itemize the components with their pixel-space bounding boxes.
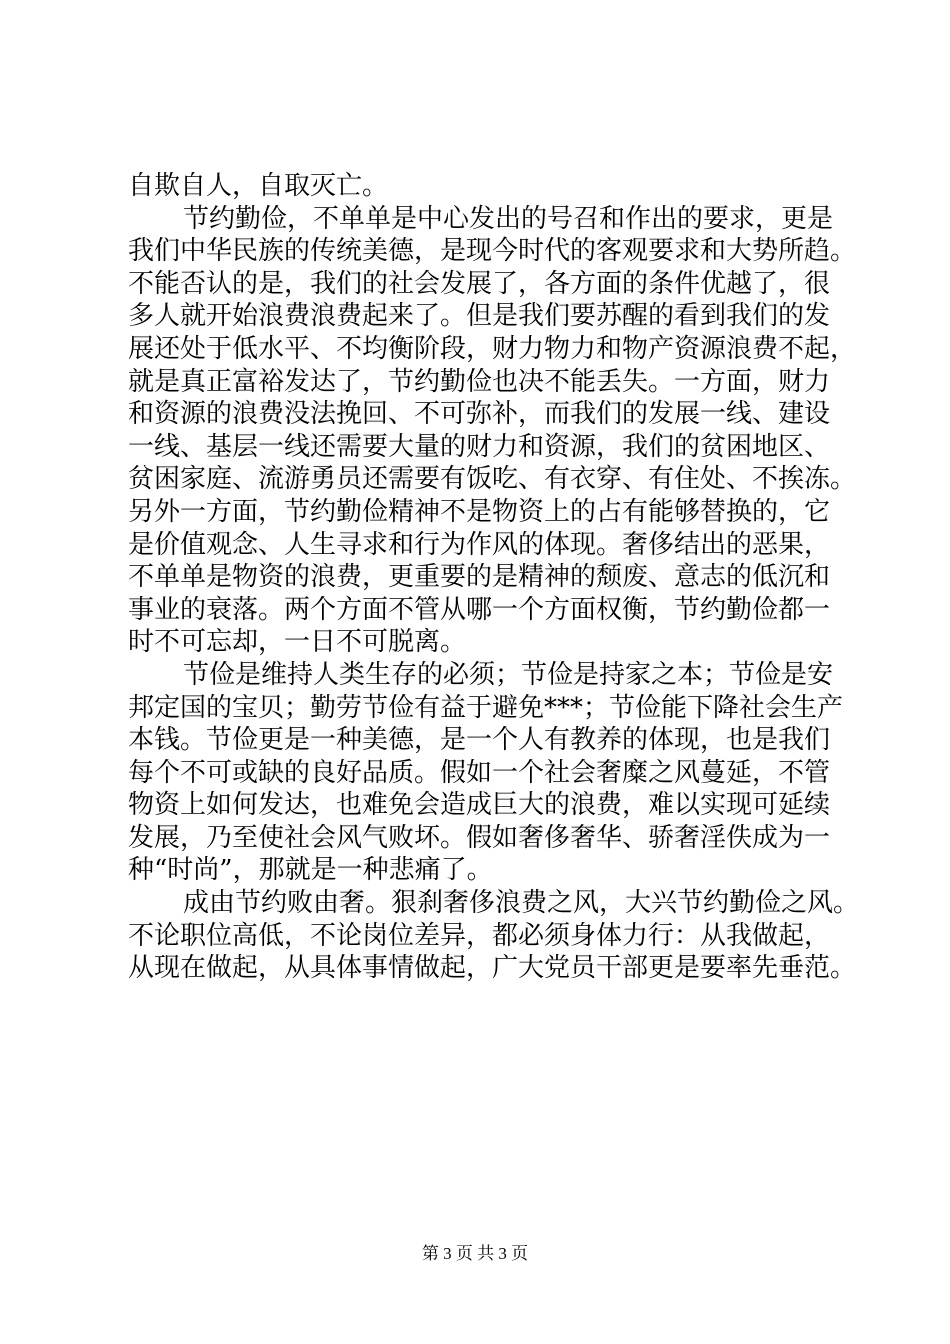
page-footer: 第 3 页 共 3 页 <box>421 1244 529 1263</box>
paragraph-line: 不论职位高低，不论岗位差异，都必须身体力行：从我做起， <box>128 920 831 951</box>
paragraph-line: 贫困家庭、流游勇员还需要有饭吃、有衣穿、有住处、不挨冻。 <box>128 464 857 495</box>
paragraph-line: 时不可忘却，一日不可脱离。 <box>128 627 467 658</box>
paragraph-line: 一线、基层一线还需要大量的财力和资源，我们的贫困地区、 <box>128 431 831 462</box>
paragraph-line: 节俭是维持人类生存的必须；节俭是持家之本；节俭是安 <box>183 659 834 690</box>
paragraph-line: 节约勤俭，不单单是中心发出的号召和作出的要求，更是 <box>183 203 834 234</box>
paragraph-line: 种“时尚”，那就是一种悲痛了。 <box>128 855 493 886</box>
paragraph-line: 自欺自人，自取灭亡。 <box>128 171 389 201</box>
paragraph-line: 物资上如何发达，也难免会造成巨大的浪费，难以实现可延续 <box>128 790 831 821</box>
paragraph-line: 每个不可或缺的良好品质。假如一个社会奢糜之风蔓延，不管 <box>128 757 831 788</box>
document-body <box>128 170 860 985</box>
paragraph-line: 成由节约败由奢。狠刹奢侈浪费之风，大兴节约勤俭之风。 <box>183 888 860 919</box>
paragraph-line: 邦定国的宝贝；勤劳节俭有益于避免***；节俭能下降社会生产 <box>128 692 844 723</box>
paragraph-line: 事业的衰落。两个方面不管从哪一个方面权衡，节约勤俭都一 <box>128 594 831 625</box>
paragraph <box>128 170 828 203</box>
paragraph-line: 不能否认的是，我们的社会发展了，各方面的条件优越了，很 <box>128 268 831 299</box>
paragraph-line: 另外一方面，节约勤俭精神不是物资上的占有能够替换的，它 <box>128 496 831 527</box>
paragraph-line: 本钱。节俭更是一种美德，是一个人有教养的体现，也是我们 <box>128 725 831 756</box>
paragraph-line: 我们中华民族的传统美德，是现今时代的客观要求和大势所趋。 <box>128 236 857 267</box>
paragraph-line: 和资源的浪费没法挽回、不可弥补，而我们的发展一线、建设 <box>128 399 831 430</box>
paragraph <box>128 659 844 887</box>
paragraph-line: 发展，乃至使社会风气败坏。假如奢侈奢华、骄奢淫佚成为一 <box>128 822 831 853</box>
paragraph-line: 是价值观念、人生寻求和行为作风的体现。奢侈结出的恶果， <box>128 529 831 560</box>
paragraph-line: 从现在做起，从具体事情做起，广大党员干部更是要率先垂范。 <box>128 953 857 984</box>
paragraph-line: 多人就开始浪费浪费起来了。但是我们要苏醒的看到我们的发 <box>128 301 831 332</box>
paragraph <box>128 887 860 985</box>
paragraph-line: 就是真正富裕发达了，节约勤俭也决不能丢失。一方面，财力 <box>128 366 831 397</box>
paragraph <box>128 203 857 659</box>
paragraph-line: 展还处于低水平、不均衡阶段，财力物力和物产资源浪费不起， <box>128 333 857 364</box>
paragraph-line: 不单单是物资的浪费，更重要的是精神的颓废、意志的低沉和 <box>128 562 831 593</box>
